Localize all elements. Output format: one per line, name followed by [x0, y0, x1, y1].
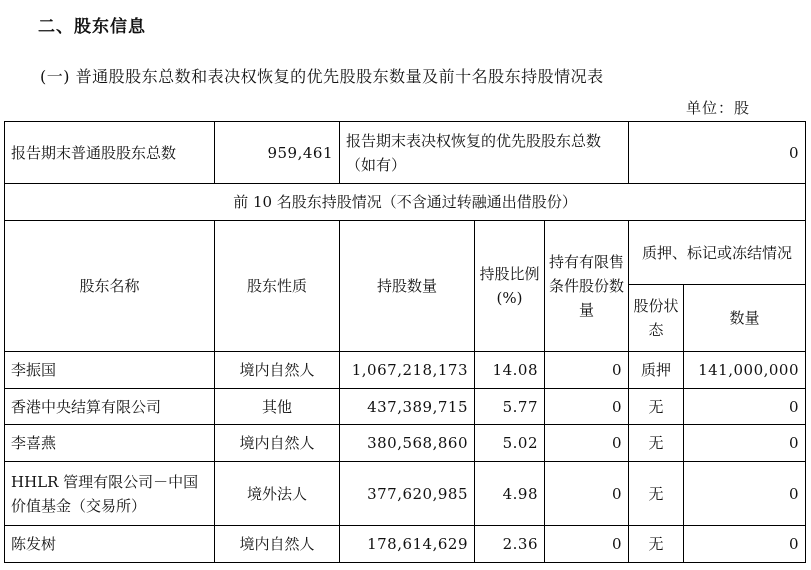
holder-pledged: 0 — [684, 425, 806, 462]
holder-nature: 境内自然人 — [215, 425, 340, 462]
holder-quantity: 380,568,860 — [340, 425, 475, 462]
table-row — [5, 389, 806, 425]
holder-name: 李喜燕 — [5, 425, 215, 462]
holder-pledged: 141,000,000 — [684, 352, 806, 389]
holder-restricted: 0 — [545, 526, 629, 563]
holder-nature: 其他 — [215, 389, 340, 425]
table-row — [5, 352, 806, 389]
header-name: 股东名称 — [5, 221, 215, 352]
summary-row — [5, 122, 806, 184]
holder-pledge-status: 无 — [629, 389, 684, 425]
caption-row — [5, 184, 806, 221]
table-row — [5, 526, 806, 563]
header-row-1 — [5, 221, 806, 285]
holder-restricted: 0 — [545, 352, 629, 389]
holder-restricted: 0 — [545, 462, 629, 526]
top10-caption: 前 10 名股东持股情况（不含通过转融通出借股份） — [5, 184, 806, 221]
preferred-holders-value: 0 — [629, 122, 806, 184]
section-title: 二、股东信息 — [38, 17, 146, 37]
holder-name: HHLR 管理有限公司－中国价值基金（交易所） — [5, 462, 215, 526]
holder-quantity: 178,614,629 — [340, 526, 475, 563]
holder-name: 香港中央结算有限公司 — [5, 389, 215, 425]
holder-pledge-status: 无 — [629, 425, 684, 462]
holder-ratio: 2.36 — [475, 526, 545, 563]
subsection-title: (一) 普通股股东总数和表决权恢复的优先股股东数量及前十名股东持股情况表 — [40, 67, 604, 86]
holder-pledge-status: 无 — [629, 462, 684, 526]
holder-quantity: 1,067,218,173 — [340, 352, 475, 389]
holder-pledge-status: 质押 — [629, 352, 684, 389]
holder-quantity: 437,389,715 — [340, 389, 475, 425]
holder-nature: 境内自然人 — [215, 352, 340, 389]
total-holders-value: 959,461 — [215, 122, 340, 184]
preferred-holders-label: 报告期末表决权恢复的优先股股东总数（如有） — [340, 122, 629, 184]
header-ratio: 持股比例(%) — [475, 221, 545, 352]
holder-ratio: 14.08 — [475, 352, 545, 389]
holder-name: 李振国 — [5, 352, 215, 389]
holder-restricted: 0 — [545, 389, 629, 425]
total-holders-label: 报告期末普通股股东总数 — [5, 122, 215, 184]
holder-ratio: 4.98 — [475, 462, 545, 526]
holder-pledged: 0 — [684, 462, 806, 526]
header-quantity: 持股数量 — [340, 221, 475, 352]
holder-restricted: 0 — [545, 425, 629, 462]
holder-ratio: 5.02 — [475, 425, 545, 462]
holder-pledged: 0 — [684, 526, 806, 563]
header-pledge-status: 股份状态 — [629, 285, 684, 352]
holder-ratio: 5.77 — [475, 389, 545, 425]
table-row — [5, 425, 806, 462]
holder-nature: 境外法人 — [215, 462, 340, 526]
header-pledge-group: 质押、标记或冻结情况 — [629, 221, 806, 285]
header-restricted: 持有有限售条件股份数量 — [545, 221, 629, 352]
holder-name: 陈发树 — [5, 526, 215, 563]
holder-pledge-status: 无 — [629, 526, 684, 563]
table-row — [5, 462, 806, 526]
header-nature: 股东性质 — [215, 221, 340, 352]
header-pledge-quantity: 数量 — [684, 285, 806, 352]
holder-pledged: 0 — [684, 389, 806, 425]
holder-quantity: 377,620,985 — [340, 462, 475, 526]
holder-nature: 境内自然人 — [215, 526, 340, 563]
shareholder-table — [4, 121, 806, 563]
unit-label: 单位：股 — [686, 99, 751, 117]
